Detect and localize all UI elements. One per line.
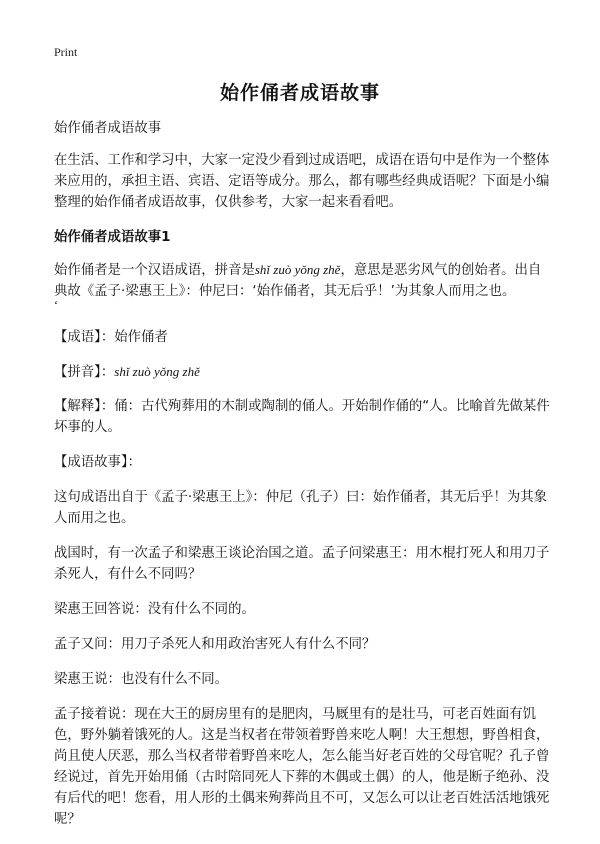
story-paragraph: 孟子接着说：现在大王的厨房里有的是肥肉，马厩里有的是壮马，可老百姓面有饥色，野外躺着饿死的人。这是当权者在带领着野兽来吃人啊！大王想想，野兽相食，尚且使人厌恶，那么当权者带着野兽来吃人，怎么能当好老百姓的父母官呢？孔子曾经说过，首先开始用俑（古时陪同死人下葬的木偶或土偶）的人，他是断子绝孙、没有后代的吧！您看，用人形的土偶来殉葬尚且不可，又怎么可以让老百姓活活地饿死呢？ xyxy=(54,707,550,827)
summary-text-after: ，意思是恶劣风气的创始者。出自典故《孟子·梁惠王上》：仲尼曰：‘始作俑者，其无后乎！’为其象人而用之也。 xyxy=(54,263,542,299)
section-heading: 始作俑者成语故事1 xyxy=(54,230,171,245)
summary-tail-mark: ‘ xyxy=(54,298,58,312)
page-title: 始作俑者成语故事 xyxy=(219,82,380,104)
jieshi-label: 【解释】： xyxy=(54,399,115,414)
pinyin-label: 【拼音】： xyxy=(54,365,115,380)
chengyu-value: 始作俑者 xyxy=(114,330,168,345)
story-paragraph: 孟子又问：用刀子杀死人和用政治害死人有什么不同？ xyxy=(54,637,376,652)
story-paragraph: 梁惠王说：也没有什么不同。 xyxy=(54,672,229,687)
jieshi-line xyxy=(54,396,550,438)
summary-text-before: 始作俑者是一个汉语成语，拼音是 xyxy=(54,263,255,278)
story-paragraph: 战国时，有一次孟子和梁惠王谈论治国之道。孟子问梁惠王：用木棍打死人和用刀子杀死人，有什么不同吗？ xyxy=(54,546,550,582)
pinyin-value: shǐ zuò yǒng zhě xyxy=(114,364,200,379)
jieshi-value: 俑：古代殉葬用的木制或陶制的俑人。开始制作俑的“人。比喻首先做某件坏事的人。 xyxy=(54,399,550,435)
chengyu-line xyxy=(54,327,550,348)
summary-paragraph xyxy=(54,259,550,302)
pinyin-line xyxy=(54,361,550,383)
story-paragraph: 梁惠王回答说：没有什么不同的。 xyxy=(54,602,255,617)
print-link[interactable]: Print xyxy=(54,45,78,59)
article-body xyxy=(54,118,550,844)
intro-paragraph: 在生活、工作和学习中，大家一定没少看到过成语吧，成语在语句中是作为一个整体来应用的，承担主语、宾语、定语等成分。那么，都有哪些经典成语呢？下面是小编整理的始作俑者成语故事，仅供参考，大家一起来看看吧。 xyxy=(54,153,550,210)
story-paragraph: 这句成语出自于《孟子·梁惠王上》：仲尼（孔子）曰：始作俑者，其无后乎！为其象人而用之也。 xyxy=(54,490,548,526)
summary-pinyin: shǐ zuò yǒng zhě xyxy=(254,262,341,277)
intro-title: 始作俑者成语故事 xyxy=(54,121,162,136)
story-label: 【成语故事】： xyxy=(54,455,142,470)
chengyu-label: 【成语】： xyxy=(54,330,115,345)
